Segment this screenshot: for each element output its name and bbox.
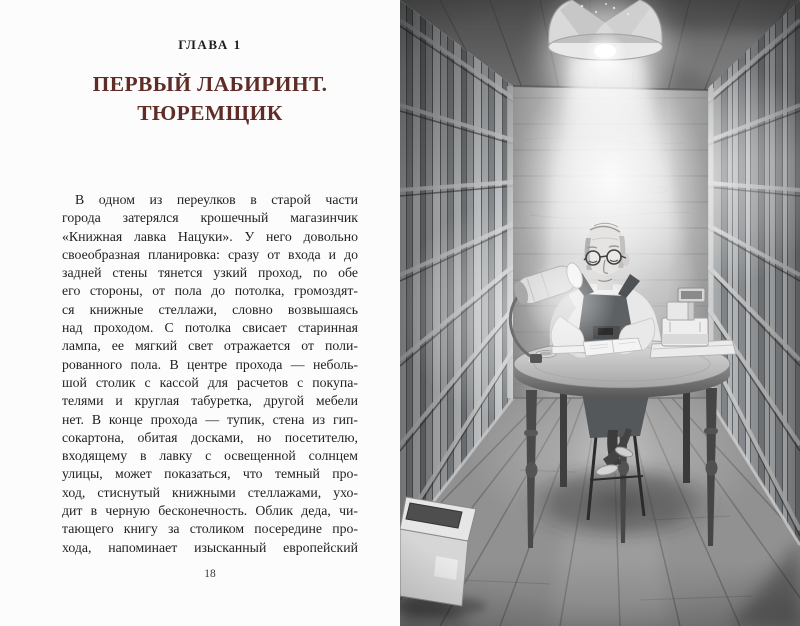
body-line: телями и круглая табуретка, другой мебели: [62, 393, 358, 409]
body-line: города затерялся крошечный магазинчик: [62, 210, 358, 226]
body-line: нет. В конце прохода — тупик, стена из гип-: [62, 411, 358, 427]
chapter-title: [62, 70, 358, 128]
vignette: [400, 0, 800, 626]
body-line: тающего книгу за столиком посередине про-: [62, 521, 358, 537]
body-line: улицы, может показаться, что темный про-: [62, 466, 358, 482]
body-line: его стороны, от пола до потолка, громоздят-: [62, 283, 358, 299]
body-line: рованного пола. В центре прохода — неболь-: [62, 356, 358, 372]
body-line: дит в черную бесконечность. Облик деда, чи-: [62, 503, 358, 519]
body-line: лампа, ее мягкий свет отражается от поли-: [62, 338, 358, 354]
chapter-label: ГЛАВА 1: [178, 37, 242, 52]
body-line: шой столик с кассой для расчетов с покупа-: [62, 374, 358, 390]
body-text: [62, 191, 358, 557]
body-line: ся книжные стеллажи, словно возвышаясь: [62, 301, 358, 317]
chapter-title-line1: ПЕРВЫЙ ЛАБИРИНТ.: [92, 72, 328, 96]
body-line: ход, стиснутый книжными стеллажами, ухо-: [62, 484, 358, 500]
chapter-title-line2: ТЮРЕМЩИК: [137, 101, 283, 125]
bookshop-illustration: [400, 0, 800, 626]
body-line: В одном из переулков в старой части: [75, 192, 358, 207]
body-line: входящему в лавку с освещенной солнцем: [62, 448, 358, 464]
page-number: 18: [204, 567, 216, 580]
body-line: сокартона, обитая досками, но посетителю,: [62, 429, 358, 445]
body-line: задней стены тянется узкий проход, по обе: [62, 265, 358, 281]
body-line: над проходом. С потолка свисает старинная: [62, 320, 358, 336]
body-line: «Книжная лавка Нацуки». У него довольно: [62, 228, 358, 244]
body-line: хода, напоминает изысканный европейский: [62, 539, 358, 555]
right-page: [400, 0, 800, 626]
body-line: своеобразная планировка: сразу от входа и до: [62, 246, 358, 262]
